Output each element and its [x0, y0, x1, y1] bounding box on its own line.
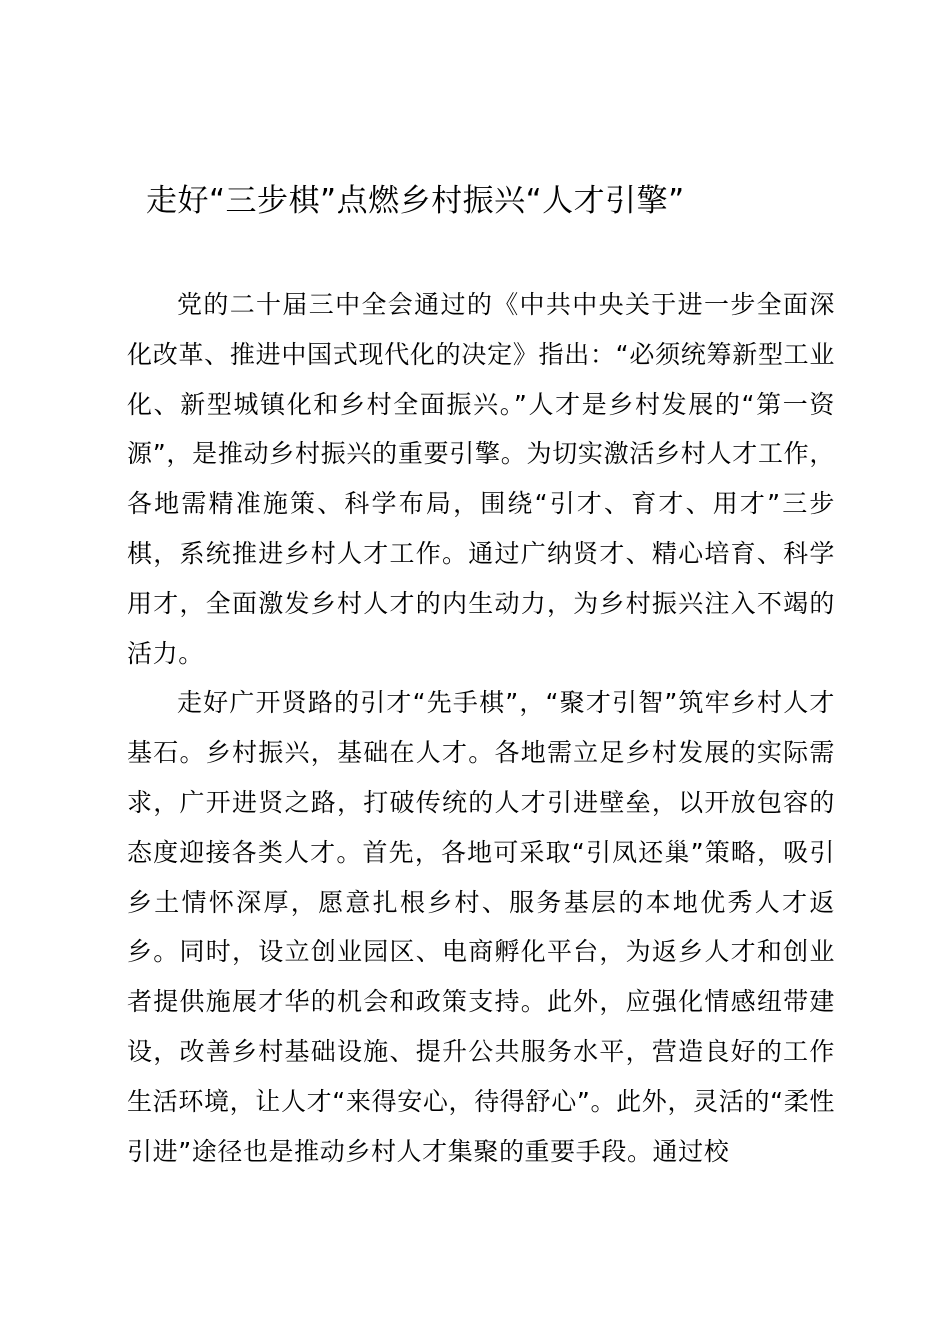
document-body: [127, 280, 835, 1176]
document-title: 走好“三步棋”点燃乡村振兴“人才引擎”: [146, 183, 685, 219]
paragraph-recruit-talent: 走好广开贤路的引才“先手棋”，“聚才引智”筑牢乡村人才基石。乡村振兴，基础在人才。各地需立足乡村发展的实际需求，广开进贤之路，打破传统的人才引进壁垒，以开放包容的态度迎接各类人才。首先，各地可采取“引凤还巢”策略，吸引乡土情怀深厚，愿意扎根乡村、服务基层的本地优秀人才返乡。同时，设立创业园区、电商孵化平台，为返乡人才和创业者提供施展才华的机会和政策支持。此外，应强化情感纽带建设，改善乡村基础设施、提升公共服务水平，营造良好的工作生活环境，让人才“来得安心，待得舒心”。此外，灵活的“柔性引进”途径也是推动乡村人才集聚的重要手段。通过校: [127, 688, 835, 1166]
paragraph-intro: 党的二十届三中全会通过的《中共中央关于进一步全面深化改革、推进中国式现代化的决定》指出：“必须统筹新型工业化、新型城镇化和乡村全面振兴。”人才是乡村发展的“第一资源”，是推动乡村振兴的重要引擎。为切实激活乡村人才工作，各地需精准施策、科学布局，围绕“引才、育才、用才”三步棋，系统推进乡村人才工作。通过广纳贤才、精心培育、科学用才，全面激发乡村人才的内生动力，为乡村振兴注入不竭的活力。: [127, 290, 835, 668]
